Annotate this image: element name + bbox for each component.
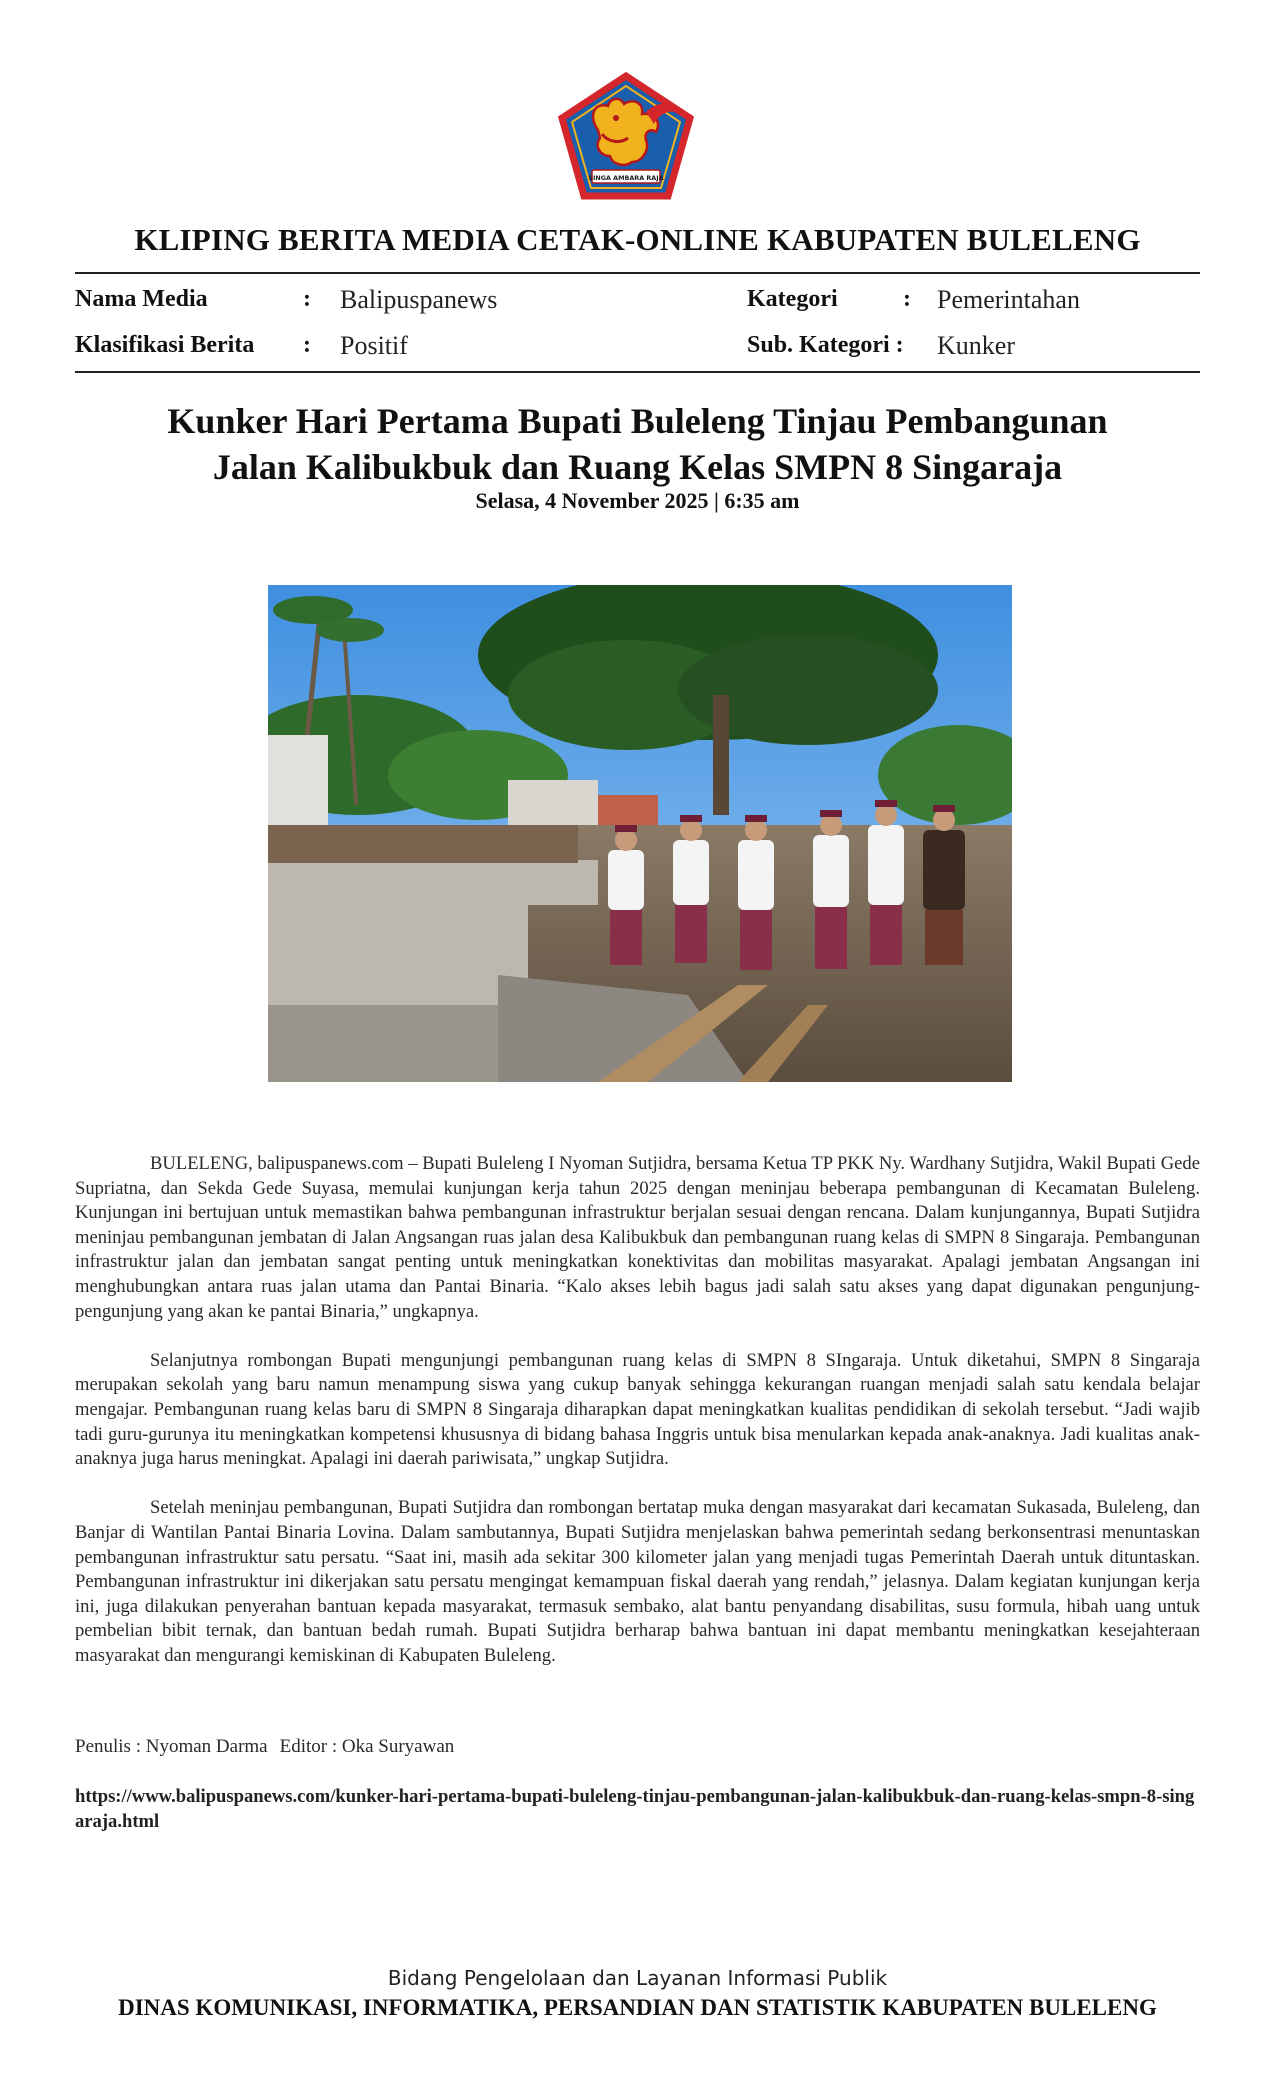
footer-unit: Bidang Pengelolaan dan Layanan Informasi Publik (387, 1966, 888, 1990)
article-credits (75, 1736, 466, 1758)
meta-klasifikasi-label: Klasifikasi Berita (75, 332, 255, 358)
article-writer: Penulis : Nyoman Darma (75, 1736, 268, 1757)
article-body (75, 1152, 1200, 1693)
meta-subkategori-label: Sub. Kategori : (747, 332, 904, 358)
article-title (0, 398, 1275, 490)
meta-kategori-colon: : (903, 286, 911, 312)
emblem-motto: SINGA AMBARA RAJA (588, 174, 664, 182)
meta-media-value: Balipuspanews (340, 285, 498, 314)
article-paragraph: BULELENG, balipuspanews.com – Bupati Buleleng I Nyoman Sutjidra, bersama Ketua TP PKK Ny. Wardhany Sutjidra, Wakil Bupati Gede Supriatna, dan Sekda Gede Suyasa, memulai kunjungan kerja tahun 2025 dengan meninjau beberapa pembangunan di Kecamatan Buleleng. Kunjungan ini bertujuan untuk memastikan bahwa pembangunan infrastruktur berjalan sesuai dengan rencana. Dalam kunjungannya, Bupati Sutjidra meninjau pembangunan jembatan di Jalan Angsangan ruas jalan desa Kalibukbuk dan pembangunan ruang kelas di SMPN 8 Singaraja. Pembangunan infrastruktur jalan dan jembatan sangat penting untuk meningkatkan konektivitas dan mobilitas masyarakat. Apalagi jembatan Angsangan ini menghubungkan antara ruas jalan utama dan Pantai Binaria. “Kalo akses lebih bagus jadi salah satu akses yang dapat digunakan pengunjung-pengunjung yang akan ke pantai Binaria,” ungkapnya. (75, 1153, 1200, 1322)
meta-kategori-label: Kategori (747, 286, 838, 312)
article-source-url[interactable]: https://www.balipuspanews.com/kunker-hari-pertama-bupati-buleleng-tinjau-pembangunan-jalan-kalibukbuk-dan-ruang-kelas-smpn-8-singaraja.html (75, 1786, 1195, 1832)
document-header-title: KLIPING BERITA MEDIA CETAK-ONLINE KABUPATEN BULELENG (134, 222, 1141, 257)
meta-klasifikasi-colon: : (303, 332, 311, 358)
article-title-line2: Jalan Kalibukbuk dan Ruang Kelas SMPN 8 Singaraja (212, 447, 1063, 487)
meta-kategori-value: Pemerintahan (937, 285, 1080, 314)
article-paragraph: Setelah meninjau pembangunan, Bupati Sutjidra dan rombongan bertatap muka dengan masyarakat dari kecamatan Sukasada, Buleleng, dan Banjar di Wantilan Pantai Binaria Lovina. Dalam sambutannya, Bupati Sutjidra menjelaskan bahwa pemerintah sedang berkonsentrasi menuntaskan pembangunan infrastruktur satu persatu. “Saat ini, masih ada sekitar 300 kilometer jalan yang menjadi tugas Pemerintah Daerah untuk dituntaskan. Pembangunan infrastruktur ini dikerjakan satu persatu mengingat kemampuan fiskal daerah yang rendah,” jelasnya. Dalam kegiatan kunjungan kerja ini, juga dilakukan penyerahan bantuan kepada masyarakat, termasuk sembako, alat bantu penyandang disabilitas, susu formula, hibah uang untuk pembelian bibit ternak, dan bantuan bedah rumah. Bupati Sutjidra berharap bahwa bantuan ini dapat membantu meningkatkan kesejahteraan masyarakat dan mengurangi kemiskinan di Kabupaten Buleleng. (75, 1497, 1200, 1666)
article-date: Selasa, 4 November 2025 | 6:35 am (475, 488, 800, 513)
article-paragraph: Selanjutnya rombongan Bupati mengunjungi pembangunan ruang kelas di SMPN 8 SIngaraja. Untuk diketahui, SMPN 8 Singaraja merupakan sekolah yang baru namun menampung siswa yang cukup banyak sehingga kekurangan ruangan menjadi salah satu kendala belajar mengajar. Pembangunan ruang kelas baru di SMPN 8 Singaraja diharapkan dapat meningkatkan kualitas pendidikan di sekolah tersebut. “Jadi wajib tadi guru-gurunya itu meningkatkan kompetensi khususnya di bidang bahasa Inggris untuk bisa menularkan kepada anak-anaknya. Jadi kualitas anak-anaknya juga harus meningkat. Apalagi ini daerah pariwisata,” ungkap Sutjidra. (75, 1349, 1200, 1470)
meta-klasifikasi-value: Positif (340, 331, 408, 360)
meta-subkategori-value: Kunker (937, 331, 1015, 360)
meta-media-colon: : (303, 286, 311, 312)
buleleng-emblem-icon (558, 72, 694, 200)
article-editor: Editor : Oka Suryawan (279, 1736, 455, 1757)
meta-media-label: Nama Media (75, 286, 208, 312)
article-photo (268, 585, 1012, 1082)
header-rule-top (75, 272, 1200, 274)
footer-agency: DINAS KOMUNIKASI, INFORMATIKA, PERSANDIAN DAN STATISTIK KABUPATEN BULELENG (118, 1995, 1157, 2020)
header-rule-bottom (75, 371, 1200, 373)
article-title-line1: Kunker Hari Pertama Bupati Buleleng Tinjau Pembangunan (167, 401, 1108, 441)
